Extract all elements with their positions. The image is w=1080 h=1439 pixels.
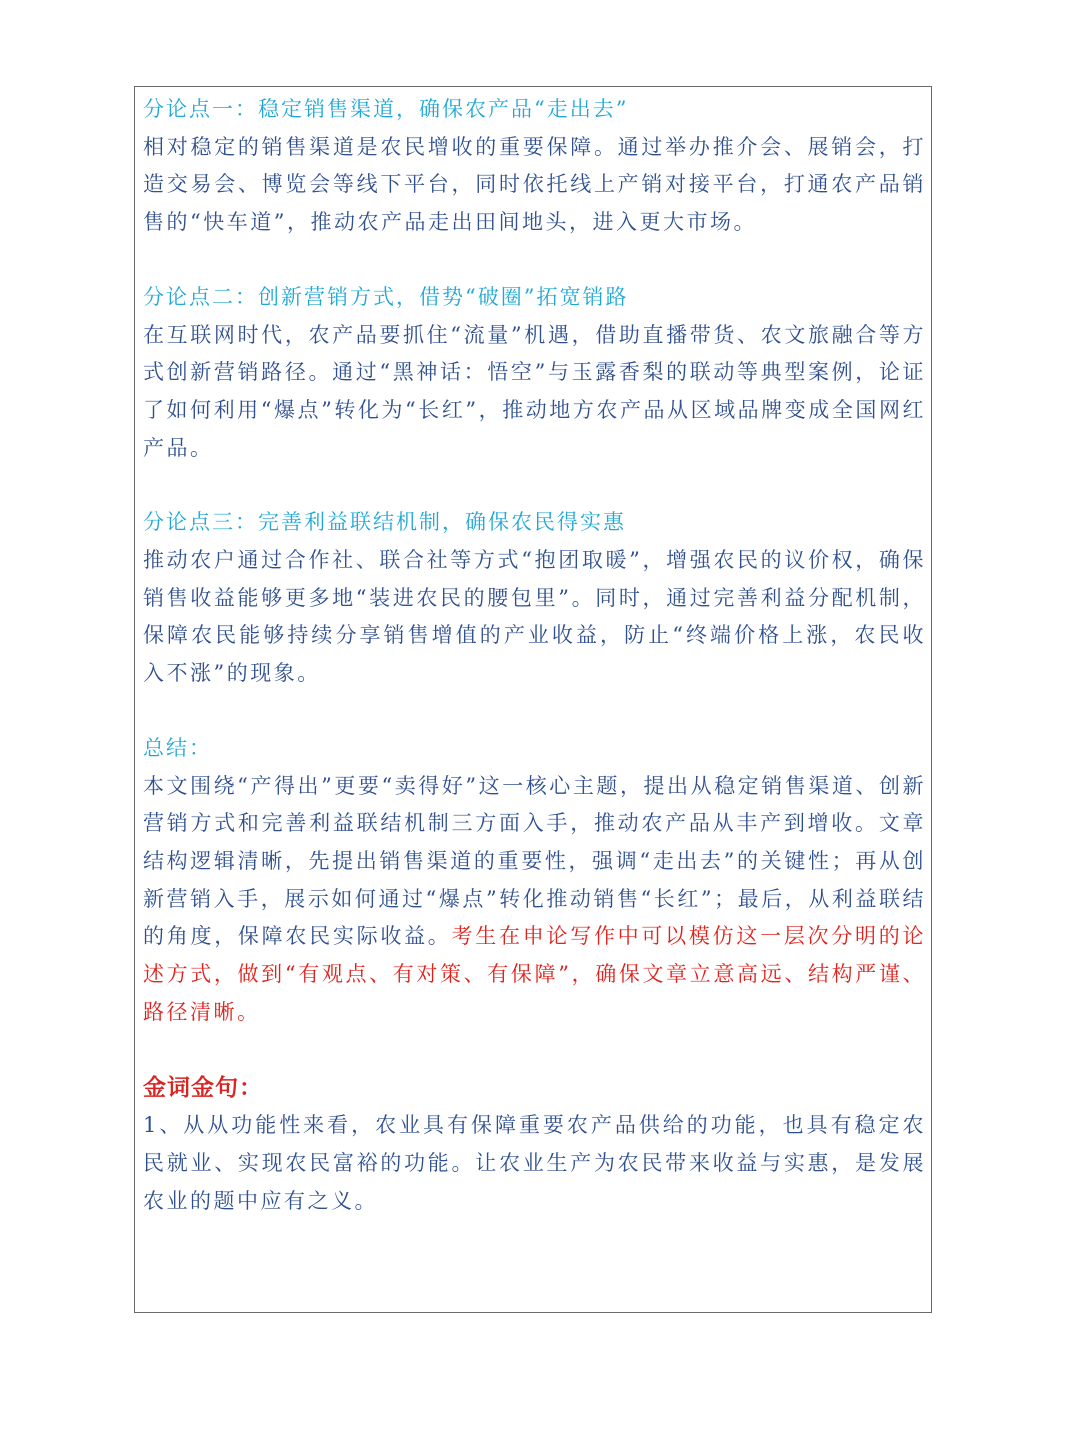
argument-body-2: 在互联网时代，农产品要抓住“流量”机遇，借助直播带货、农文旅融合等方式创新营销路径。通过“黑神话：悟空”与玉露香梨的联动等典型案例，论证了如何利用“爆点”转化为“长红”，推动地方农产品从区域品牌变成全国网红产品。 xyxy=(143,322,926,460)
summary-section xyxy=(143,730,926,1032)
argument-heading-1: 分论点一：稳定销售渠道，确保农产品“走出去” xyxy=(143,97,629,121)
golden-section xyxy=(143,1068,926,1220)
summary-heading: 总结： xyxy=(143,735,212,760)
argument-body-1: 相对稳定的销售渠道是农民增收的重要保障。通过举办推介会、展销会，打造交易会、博览会等线下平台，同时依托线上产销对接平台，打通农产品销售的“快车道”，推动农产品走出田间地头，进入更大市场。 xyxy=(143,134,926,235)
summary-body xyxy=(143,768,926,1032)
document-frame xyxy=(134,86,932,1313)
argument-section-2 xyxy=(143,279,926,468)
document-content xyxy=(143,91,926,1258)
argument-section-1 xyxy=(143,91,926,242)
argument-heading-3: 分论点三：完善利益联结机制，确保农民得实惠 xyxy=(143,510,626,535)
golden-title: 金词金句： xyxy=(143,1074,263,1102)
argument-heading-2: 分论点二：创新营销方式，借势“破圈”拓宽销路 xyxy=(143,284,629,309)
summary-text: 本文围绕“产得出”更要“卖得好”这一核心主题，提出从稳定销售渠道、创新营销方式和完善利益联结机制三方面入手，推动农产品从丰产到增收。文章结构逻辑清晰，先提出销售渠道的重要性，强调“走出去”的关键性；再从创新营销入手，展示如何通过“爆点”转化推动销售“长红”；最后，从利益联结的角度，保障农民实际收益。 xyxy=(143,773,926,949)
golden-item-1: 1、从从功能性来看，农业具有保障重要农产品供给的功能，也具有稳定农民就业、实现农民富裕的功能。让农业生产为农民带来收益与实惠，是发展农业的题中应有之义。 xyxy=(143,1113,926,1213)
summary-highlight: 考生在申论写作中可以模仿这一层次分明的论述方式，做到“有观点、有对策、有保障”，确保文章立意高远、结构严谨、路径清晰。 xyxy=(143,924,926,1024)
argument-body-3: 推动农户通过合作社、联合社等方式“抱团取暖”，增强农民的议价权，确保销售收益能够更多地“装进农民的腰包里”。同时，通过完善利益分配机制，保障农民能够持续分享销售增值的产业收益，防止“终端价格上涨，农民收入不涨”的现象。 xyxy=(143,548,926,686)
argument-section-3 xyxy=(143,504,926,693)
